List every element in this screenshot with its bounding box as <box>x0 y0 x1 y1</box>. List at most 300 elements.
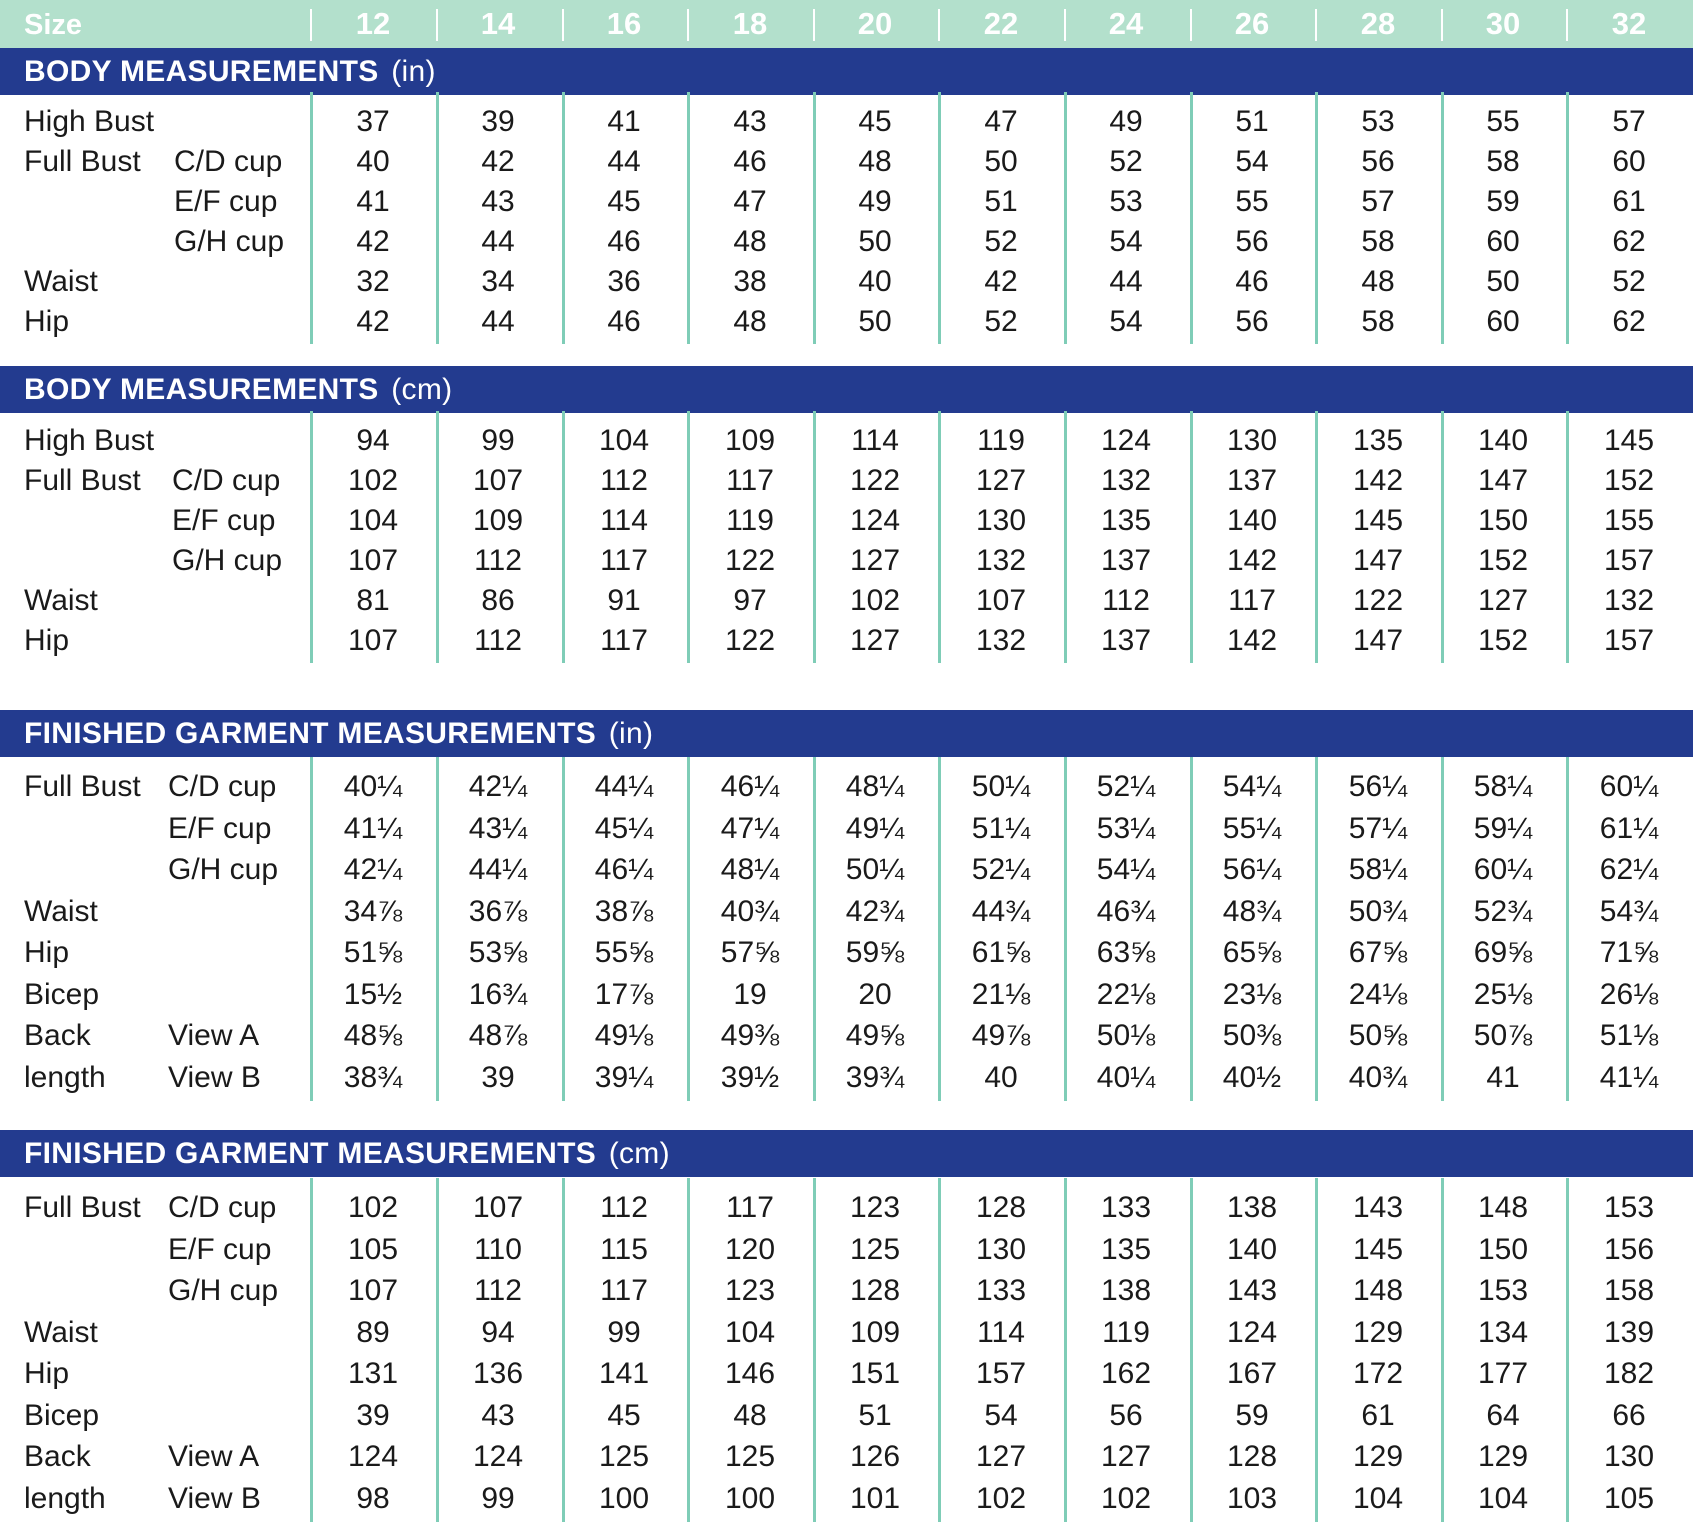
measurement-cell: 104 <box>598 424 650 457</box>
measurement-cell: 138 <box>1100 1274 1152 1307</box>
measurement-cell: 49⅜ <box>720 1019 780 1052</box>
row-label: Back <box>24 1440 91 1473</box>
measurement-cell: 182 <box>1603 1357 1655 1390</box>
row-label: Hip <box>24 936 70 969</box>
measurement-cell: 59 <box>1486 185 1520 218</box>
measurement-cell: 122 <box>849 464 901 497</box>
measurement-cell: 53¼ <box>1096 811 1156 845</box>
measurement-cell: 140 <box>1477 424 1529 457</box>
measurement-cell: 48⅞ <box>468 1019 528 1052</box>
measurement-cell: 49¼ <box>845 811 905 845</box>
measurement-cell: 137 <box>1100 544 1152 577</box>
measurement-cell: 50 <box>984 145 1018 178</box>
section-title: FINISHED GARMENT MEASUREMENTS <box>24 1137 597 1170</box>
header-column-divider <box>1441 9 1443 41</box>
measurement-cell: 58¼ <box>1348 853 1408 886</box>
measurement-cell: 56¼ <box>1222 853 1282 886</box>
measurement-cell: 41¼ <box>1599 1060 1659 1094</box>
measurement-cell: 147 <box>1352 544 1404 577</box>
section-header <box>0 48 1693 95</box>
header-column-divider <box>436 9 438 41</box>
measurement-cell: 57 <box>1361 185 1395 218</box>
measurement-cell: 71⅝ <box>1599 936 1659 969</box>
row-label: Full Bust <box>24 464 141 497</box>
measurement-cell: 59⅝ <box>845 936 905 969</box>
measurement-cell: 55 <box>1486 105 1520 138</box>
measurement-cell: 60 <box>1486 305 1520 338</box>
measurement-cell: 117 <box>1228 584 1276 617</box>
measurement-cell: 104 <box>724 1315 776 1349</box>
measurement-cell: 102 <box>975 1481 1027 1515</box>
measurement-cell: 104 <box>347 504 399 537</box>
measurement-cell: 44 <box>481 305 515 338</box>
row-sublabel: View B <box>168 1060 261 1094</box>
measurement-cell: 97 <box>733 584 767 617</box>
measurement-cell: 46 <box>733 145 767 178</box>
measurement-cell: 117 <box>600 544 648 577</box>
measurement-cell: 61⅝ <box>971 936 1031 969</box>
measurement-cell: 48¼ <box>845 770 905 803</box>
measurement-cell: 64 <box>1486 1398 1520 1432</box>
measurement-cell: 102 <box>347 1191 399 1224</box>
measurement-cell: 152 <box>1477 544 1529 577</box>
measurement-cell: 20 <box>858 977 892 1011</box>
row-label: Full Bust <box>24 770 141 803</box>
row-sublabel: C/D cup <box>172 464 281 497</box>
row-label: Waist <box>24 1315 98 1349</box>
measurement-cell: 47 <box>733 185 767 218</box>
measurement-cell: 112 <box>600 1191 648 1224</box>
measurement-cell: 107 <box>472 1191 524 1224</box>
measurement-cell: 39¼ <box>594 1060 654 1094</box>
measurement-cell: 48¾ <box>1222 894 1282 928</box>
row-sublabel: G/H cup <box>174 225 285 258</box>
measurement-cell: 102 <box>347 464 399 497</box>
measurement-cell: 47 <box>984 105 1018 138</box>
measurement-cell: 55¼ <box>1222 811 1282 845</box>
row-sublabel: E/F cup <box>174 185 278 218</box>
row-sublabel: G/H cup <box>172 544 283 577</box>
measurement-cell: 142 <box>1226 624 1278 657</box>
measurement-cell: 42 <box>481 145 515 178</box>
measurement-cell: 142 <box>1352 464 1404 497</box>
measurement-cell: 100 <box>724 1481 776 1515</box>
row-sublabel: G/H cup <box>168 853 279 886</box>
measurement-cell: 153 <box>1477 1274 1529 1307</box>
measurement-cell: 41 <box>1486 1060 1520 1094</box>
measurement-cell: 127 <box>1477 584 1529 617</box>
measurement-cell: 50⅛ <box>1096 1019 1156 1052</box>
measurement-cell: 133 <box>975 1274 1027 1307</box>
header-column-divider <box>1315 9 1317 41</box>
measurement-cell: 140 <box>1226 1232 1278 1266</box>
measurement-cell: 60¼ <box>1473 853 1533 886</box>
measurement-cell: 66 <box>1612 1398 1646 1432</box>
measurement-cell: 56 <box>1361 145 1395 178</box>
section-title-wrap <box>24 1137 670 1171</box>
measurement-cell: 141 <box>598 1357 650 1390</box>
measurement-cell: 40 <box>858 265 892 298</box>
section-unit: (cm) <box>391 373 453 406</box>
measurement-cell: 117 <box>726 464 774 497</box>
measurement-cell: 24⅛ <box>1348 977 1408 1011</box>
measurement-cell: 38⅞ <box>594 894 654 928</box>
measurement-cell: 109 <box>849 1315 901 1349</box>
size-column-header: 28 <box>1360 6 1396 41</box>
measurement-cell: 89 <box>356 1315 390 1349</box>
measurement-cell: 129 <box>1477 1440 1529 1473</box>
measurement-cell: 117 <box>600 1274 648 1307</box>
measurement-cell: 15½ <box>343 977 403 1011</box>
row-label: Waist <box>24 894 98 928</box>
row-label: Bicep <box>24 977 100 1011</box>
size-column-header: 20 <box>857 6 893 41</box>
measurement-cell: 137 <box>1226 464 1278 497</box>
measurement-cell: 54¼ <box>1096 853 1156 886</box>
measurement-cell: 127 <box>849 624 901 657</box>
measurement-cell: 145 <box>1352 1232 1404 1266</box>
measurement-cell: 137 <box>1100 624 1152 657</box>
measurement-cell: 125 <box>598 1440 650 1473</box>
measurement-cell: 44¼ <box>594 770 654 803</box>
section-title-wrap <box>24 373 452 407</box>
measurement-cell: 40 <box>984 1060 1018 1094</box>
row-label: Bicep <box>24 1398 100 1432</box>
measurement-cell: 99 <box>607 1315 641 1349</box>
row-sublabel: E/F cup <box>168 1232 272 1266</box>
measurement-cell: 42 <box>984 265 1018 298</box>
measurement-cell: 157 <box>1603 544 1655 577</box>
measurement-cell: 139 <box>1603 1315 1655 1349</box>
measurement-cell: 135 <box>1352 424 1404 457</box>
measurement-cell: 167 <box>1226 1357 1278 1390</box>
measurement-cell: 102 <box>849 584 901 617</box>
measurement-cell: 46 <box>607 305 641 338</box>
measurement-cell: 147 <box>1352 624 1404 657</box>
measurement-cell: 62 <box>1612 225 1646 258</box>
measurement-cell: 50⅜ <box>1222 1019 1282 1052</box>
measurement-cell: 119 <box>977 424 1025 457</box>
measurement-cell: 119 <box>1102 1315 1150 1349</box>
measurement-cell: 156 <box>1603 1232 1655 1266</box>
measurement-cell: 136 <box>472 1357 524 1390</box>
measurement-cell: 42 <box>356 305 390 338</box>
measurement-cell: 127 <box>975 464 1027 497</box>
measurement-cell: 52¼ <box>971 853 1031 886</box>
measurement-cell: 44¾ <box>971 894 1031 928</box>
measurement-cell: 54¼ <box>1222 770 1282 803</box>
measurement-cell: 39½ <box>720 1060 780 1094</box>
row-sublabel: C/D cup <box>168 1191 277 1224</box>
measurement-cell: 26⅛ <box>1599 977 1659 1011</box>
section-unit: (in) <box>391 55 436 88</box>
measurement-cell: 56 <box>1235 305 1269 338</box>
measurement-cell: 32 <box>356 265 390 298</box>
measurement-cell: 124 <box>347 1440 399 1473</box>
measurement-cell: 52 <box>984 305 1018 338</box>
row-label: Waist <box>24 584 98 617</box>
measurement-cell: 58 <box>1486 145 1520 178</box>
measurement-cell: 131 <box>347 1357 399 1390</box>
measurement-cell: 50⅝ <box>1348 1019 1408 1052</box>
measurement-cell: 143 <box>1226 1274 1278 1307</box>
measurement-cell: 112 <box>474 1274 522 1307</box>
measurement-cell: 60¼ <box>1599 770 1659 803</box>
measurement-cell: 57 <box>1612 105 1646 138</box>
header-column-divider <box>938 9 940 41</box>
measurement-cell: 119 <box>726 504 774 537</box>
measurement-cell: 45¼ <box>594 811 654 845</box>
measurement-cell: 48 <box>733 305 767 338</box>
measurement-cell: 86 <box>481 584 515 617</box>
row-label: Hip <box>24 1357 70 1390</box>
measurement-cell: 107 <box>347 1274 399 1307</box>
measurement-cell: 36⅞ <box>468 894 528 928</box>
measurement-cell: 40¾ <box>1348 1060 1408 1094</box>
measurement-cell: 49⅞ <box>971 1019 1031 1052</box>
measurement-cell: 110 <box>474 1232 522 1266</box>
section-unit: (cm) <box>608 1137 670 1170</box>
measurement-cell: 162 <box>1100 1357 1152 1390</box>
measurement-cell: 38 <box>733 265 767 298</box>
measurement-cell: 54 <box>1235 145 1269 178</box>
measurement-cell: 122 <box>724 544 776 577</box>
measurement-cell: 34⅞ <box>343 894 403 928</box>
measurement-cell: 81 <box>356 584 390 617</box>
measurement-cell: 56¼ <box>1348 770 1408 803</box>
measurement-cell: 99 <box>481 424 515 457</box>
measurement-cell: 138 <box>1226 1191 1278 1224</box>
measurement-cell: 130 <box>1603 1440 1655 1473</box>
size-column-header: 22 <box>983 6 1019 41</box>
measurement-cell: 148 <box>1352 1274 1404 1307</box>
measurement-cell: 52¾ <box>1473 894 1533 928</box>
measurement-cell: 53⅝ <box>468 936 528 969</box>
header-column-divider <box>813 9 815 41</box>
measurement-cell: 40¼ <box>343 770 403 803</box>
measurement-cell: 37 <box>356 105 390 138</box>
measurement-cell: 48⅝ <box>343 1019 403 1052</box>
size-column-header: 14 <box>480 6 516 41</box>
header-column-divider <box>1190 9 1192 41</box>
measurement-cell: 123 <box>724 1274 776 1307</box>
measurement-cell: 94 <box>481 1315 515 1349</box>
measurement-cell: 50 <box>858 305 892 338</box>
measurement-cell: 135 <box>1100 1232 1152 1266</box>
measurement-cell: 63⅝ <box>1096 936 1156 969</box>
measurement-cell: 130 <box>1226 424 1278 457</box>
measurement-cell: 52¼ <box>1096 770 1156 803</box>
header-column-divider <box>1064 9 1066 41</box>
measurement-cell: 50 <box>1486 265 1520 298</box>
measurement-cell: 104 <box>1352 1481 1404 1515</box>
measurement-cell: 46¼ <box>720 770 780 803</box>
measurement-cell: 99 <box>481 1481 515 1515</box>
measurement-cell: 127 <box>975 1440 1027 1473</box>
measurement-cell: 52 <box>984 225 1018 258</box>
measurement-cell: 52 <box>1109 145 1143 178</box>
measurement-cell: 40 <box>356 145 390 178</box>
measurement-cell: 48 <box>733 1398 767 1432</box>
measurement-cell: 153 <box>1603 1191 1655 1224</box>
measurement-cell: 50 <box>858 225 892 258</box>
measurement-cell: 55 <box>1235 185 1269 218</box>
measurement-cell: 112 <box>600 464 648 497</box>
measurement-cell: 44 <box>1109 265 1143 298</box>
measurement-cell: 129 <box>1352 1440 1404 1473</box>
measurement-cell: 129 <box>1352 1315 1404 1349</box>
measurement-cell: 23⅛ <box>1222 977 1282 1011</box>
measurement-cell: 49 <box>1109 105 1143 138</box>
measurement-cell: 107 <box>347 544 399 577</box>
section-title: FINISHED GARMENT MEASUREMENTS <box>24 717 597 750</box>
measurement-cell: 42¼ <box>343 853 403 886</box>
measurement-cell: 151 <box>849 1357 901 1390</box>
section-header <box>0 1130 1693 1177</box>
row-label: Full Bust <box>24 145 141 178</box>
measurement-cell: 43 <box>733 105 767 138</box>
measurement-cell: 132 <box>975 624 1027 657</box>
measurement-cell: 122 <box>1352 584 1404 617</box>
header-column-divider <box>562 9 564 41</box>
measurement-cell: 125 <box>849 1232 901 1266</box>
measurement-cell: 109 <box>472 504 524 537</box>
size-column-header: 30 <box>1485 6 1521 41</box>
measurement-cell: 128 <box>975 1191 1027 1224</box>
measurement-cell: 133 <box>1100 1191 1152 1224</box>
measurement-cell: 54 <box>1109 305 1143 338</box>
measurement-cell: 134 <box>1477 1315 1529 1349</box>
measurement-cell: 107 <box>975 584 1027 617</box>
measurement-cell: 57⅝ <box>720 936 780 969</box>
measurement-cell: 45 <box>858 105 892 138</box>
measurement-cell: 128 <box>849 1274 901 1307</box>
measurement-cell: 177 <box>1477 1357 1529 1390</box>
measurement-cell: 46 <box>1235 265 1269 298</box>
measurement-cell: 54¾ <box>1599 894 1659 928</box>
measurement-cell: 59¼ <box>1473 811 1533 845</box>
section-title-wrap <box>24 55 436 89</box>
measurement-cell: 44 <box>607 145 641 178</box>
measurement-cell: 98 <box>356 1481 390 1515</box>
measurement-cell: 120 <box>724 1232 776 1266</box>
measurement-cell: 124 <box>849 504 901 537</box>
row-sublabel: C/D cup <box>174 145 283 178</box>
measurement-cell: 123 <box>849 1191 901 1224</box>
measurement-cell: 69⅝ <box>1473 936 1533 969</box>
measurement-cell: 53 <box>1109 185 1143 218</box>
measurement-cell: 44 <box>481 225 515 258</box>
size-column-header: 26 <box>1234 6 1270 41</box>
measurement-cell: 48¼ <box>720 853 780 886</box>
row-sublabel: View A <box>168 1019 260 1052</box>
measurement-cell: 54 <box>1109 225 1143 258</box>
measurement-cell: 58¼ <box>1473 770 1533 803</box>
measurement-cell: 124 <box>1226 1315 1278 1349</box>
measurement-cell: 51⅝ <box>343 936 403 969</box>
measurement-cell: 49⅝ <box>845 1019 905 1052</box>
header-column-divider <box>687 9 689 41</box>
measurement-cell: 112 <box>1102 584 1150 617</box>
measurement-cell: 53 <box>1361 105 1395 138</box>
measurement-cell: 112 <box>474 544 522 577</box>
measurement-cell: 49⅛ <box>594 1019 654 1052</box>
measurement-cell: 130 <box>975 1232 1027 1266</box>
measurement-cell: 114 <box>600 504 648 537</box>
size-header-label: Size <box>24 9 83 41</box>
measurement-cell: 51 <box>858 1398 892 1432</box>
row-label: Full Bust <box>24 1191 141 1224</box>
measurement-cell: 55⅝ <box>594 936 654 969</box>
measurement-cell: 36 <box>607 265 641 298</box>
measurement-cell: 157 <box>1603 624 1655 657</box>
measurement-cell: 146 <box>724 1357 776 1390</box>
row-sublabel: E/F cup <box>168 811 272 845</box>
measurement-cell: 122 <box>724 624 776 657</box>
measurement-cell: 124 <box>472 1440 524 1473</box>
measurement-cell: 124 <box>1100 424 1152 457</box>
measurement-cell: 132 <box>1100 464 1152 497</box>
measurement-cell: 104 <box>1477 1481 1529 1515</box>
measurement-cell: 42 <box>356 225 390 258</box>
measurement-cell: 51⅛ <box>1599 1019 1659 1052</box>
measurement-cell: 152 <box>1477 624 1529 657</box>
measurement-cell: 46 <box>607 225 641 258</box>
measurement-cell: 107 <box>472 464 524 497</box>
measurement-cell: 47¼ <box>720 811 780 845</box>
measurement-cell: 150 <box>1477 504 1529 537</box>
measurement-cell: 112 <box>474 624 522 657</box>
measurement-cell: 117 <box>600 624 648 657</box>
measurement-cell: 50¾ <box>1348 894 1408 928</box>
measurement-cell: 40½ <box>1222 1060 1282 1094</box>
size-column-header: 18 <box>732 6 768 41</box>
measurement-cell: 48 <box>733 225 767 258</box>
measurement-cell: 115 <box>600 1232 648 1266</box>
row-label: length <box>24 1481 106 1515</box>
section-header <box>0 710 1693 757</box>
measurement-cell: 43 <box>481 1398 515 1432</box>
measurement-cell: 48 <box>858 145 892 178</box>
measurement-cell: 158 <box>1603 1274 1655 1307</box>
row-label: Hip <box>24 305 70 338</box>
measurement-cell: 67⅝ <box>1348 936 1408 969</box>
measurement-cell: 105 <box>347 1232 399 1266</box>
measurement-cell: 40¾ <box>720 894 780 928</box>
section-unit: (in) <box>608 717 654 750</box>
measurement-cell: 147 <box>1477 464 1529 497</box>
section-title-wrap <box>24 717 653 751</box>
measurement-cell: 49 <box>858 185 892 218</box>
measurement-cell: 94 <box>356 424 390 457</box>
measurement-cell: 60 <box>1486 225 1520 258</box>
row-sublabel: View B <box>168 1481 261 1515</box>
measurement-cell: 157 <box>975 1357 1027 1390</box>
measurement-cell: 39 <box>481 1060 515 1094</box>
measurement-cell: 132 <box>1603 584 1655 617</box>
row-sublabel: G/H cup <box>168 1274 279 1307</box>
measurement-cell: 65⅝ <box>1222 936 1282 969</box>
measurement-cell: 34 <box>481 265 515 298</box>
measurement-cell: 51¼ <box>971 811 1031 845</box>
size-header-row <box>0 0 1693 48</box>
measurement-cell: 43¼ <box>468 811 528 845</box>
measurement-cell: 17⅞ <box>594 977 654 1011</box>
measurement-cell: 39 <box>356 1398 390 1432</box>
measurement-cell: 103 <box>1226 1481 1278 1515</box>
measurement-cell: 41 <box>607 105 641 138</box>
measurement-cell: 60 <box>1612 145 1646 178</box>
